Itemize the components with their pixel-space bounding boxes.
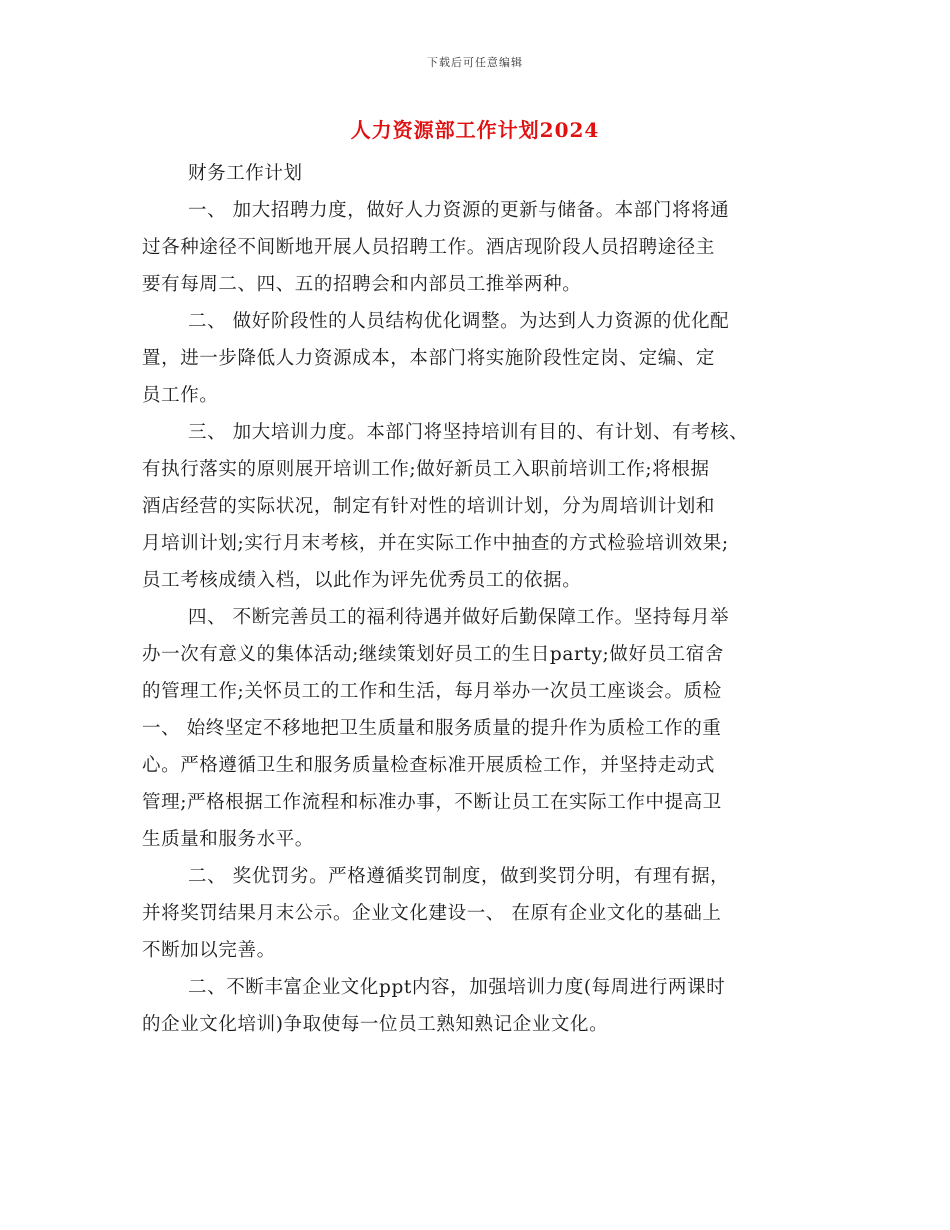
body-line: 生质量和服务水平。: [142, 829, 314, 850]
header-note: 下载后可任意编辑: [427, 56, 523, 69]
body-line: 一、 加大招聘力度，做好人力资源的更新与储备。本部门将将通: [188, 200, 730, 221]
body-line: 四、 不断完善员工的福利待遇并做好后勤保障工作。坚持每月举: [188, 607, 730, 628]
body-line: 心。严格遵循卫生和服务质量检查标准开展质检工作，并坚持走动式: [142, 755, 716, 776]
body-line: 办一次有意义的集体活动;继续策划好员工的生日party;做好员工宿舍: [142, 644, 724, 665]
body-line: 的管理工作;关怀员工的工作和生活，每月举办一次员工座谈会。质检: [142, 681, 722, 702]
body-line: 二、 奖优罚劣。严格遵循奖罚制度，做到奖罚分明，有理有据，: [188, 866, 730, 887]
body-line: 并将奖罚结果月末公示。企业文化建设一、 在原有企业文化的基础上: [142, 903, 722, 924]
body-line: 员工考核成绩入档，以此作为评先优秀员工的依据。: [142, 570, 582, 591]
body-line: 的企业文化培训)争取使每一位员工熟知熟记企业文化。: [142, 1014, 609, 1035]
body-line: 三、 加大培训力度。本部门将坚持培训有目的、有计划、有考核、: [188, 422, 749, 443]
body-line: 管理;严格根据工作流程和标准办事，不断让员工在实际工作中提高卫: [142, 792, 722, 813]
document-body: [142, 155, 822, 1043]
body-line: 要有每周二、四、五的招聘会和内部员工推举两种。: [142, 274, 582, 295]
body-line: 有执行落实的原则展开培训工作;做好新员工入职前培训工作;将根据: [142, 459, 710, 480]
body-line: 一、 始终坚定不移地把卫生质量和服务质量的提升作为质检工作的重: [142, 718, 722, 739]
body-line: 财务工作计划: [188, 163, 303, 184]
body-line: 置，进一步降低人力资源成本，本部门将实施阶段性定岗、定编、定: [142, 348, 716, 369]
body-line: 过各种途径不间断地开展人员招聘工作。酒店现阶段人员招聘途径主: [142, 237, 716, 258]
body-line: 员工作。: [142, 385, 219, 406]
body-line: 不断加以完善。: [142, 940, 276, 961]
body-line: 月培训计划;实行月末考核，并在实际工作中抽查的方式检验培训效果;: [142, 533, 729, 554]
body-line: 酒店经营的实际状况，制定有针对性的培训计划，分为周培训计划和: [142, 496, 716, 517]
document-title: 人力资源部工作计划2024: [350, 118, 600, 142]
body-line: 二、不断丰富企业文化ppt内容，加强培训力度(每周进行两课时: [188, 977, 726, 998]
body-line: 二、 做好阶段性的人员结构优化调整。为达到人力资源的优化配: [188, 311, 730, 332]
